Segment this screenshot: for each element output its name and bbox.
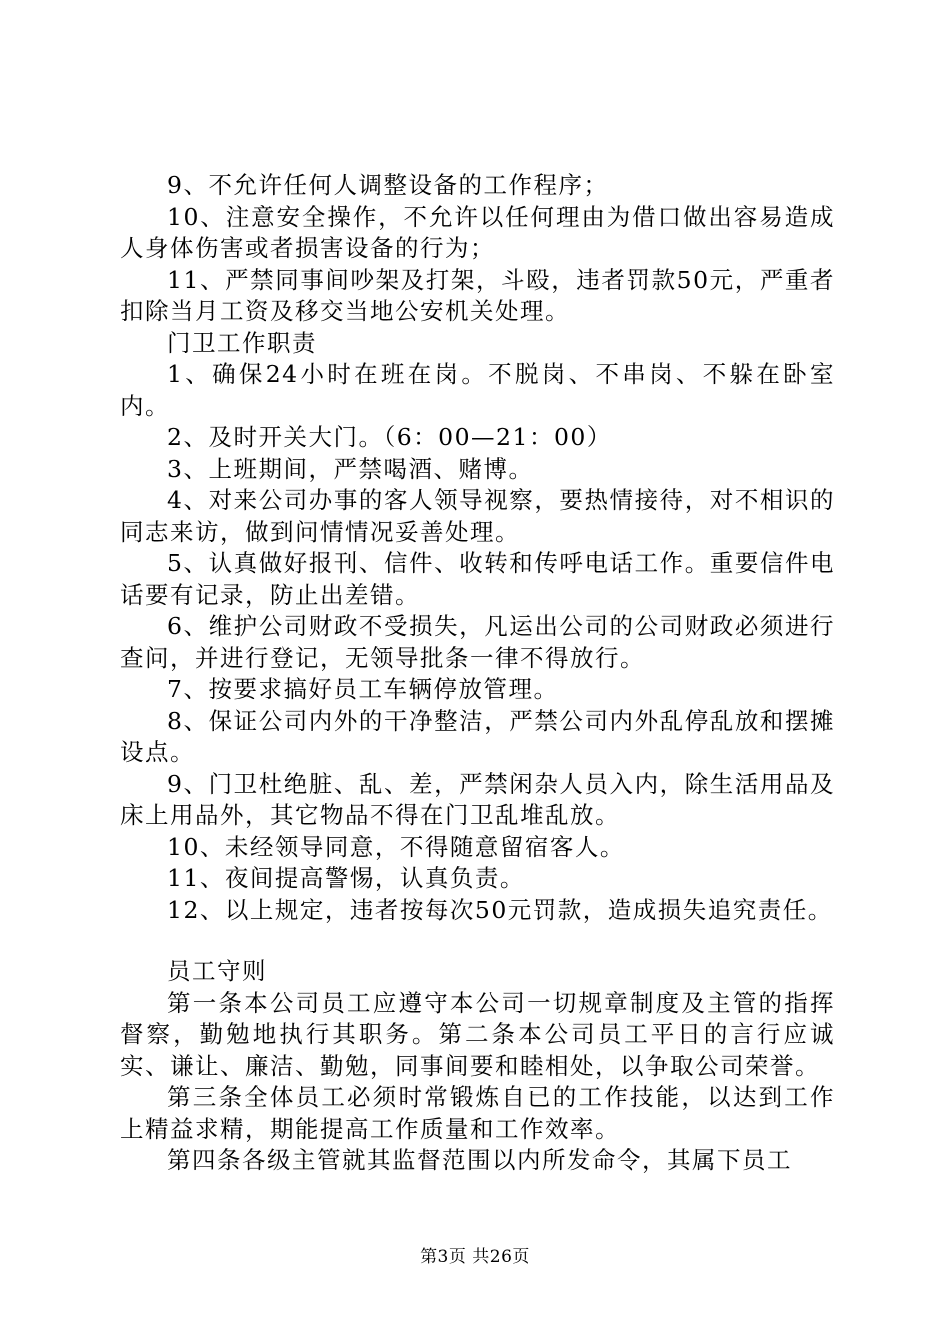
section-heading-gatekeeper: 门卫工作职责 — [167, 328, 317, 357]
paragraph: 10、注意安全操作，不允许以任何理由为借口做出容易造成人身体伤害或者损害设备的行为； — [120, 202, 835, 262]
paragraph: 第四条各级主管就其监督范围以内所发命令，其属下员工 — [167, 1146, 792, 1174]
document-body — [120, 170, 835, 1177]
paragraph: 9、门卫杜绝脏、乱、差，严禁闲杂人员入内，除生活用品及床上用品外，其它物品不得在门卫乱堆乱放。 — [120, 769, 835, 829]
paragraph: 1、确保24小时在班在岗。不脱岗、不串岗、不躲在卧室内。 — [120, 360, 835, 420]
paragraph: 8、保证公司内外的干净整洁，严禁公司内外乱停乱放和摆摊设点。 — [120, 706, 835, 766]
paragraph: 11、严禁同事间吵架及打架，斗殴，违者罚款50元，严重者扣除当月工资及移交当地公安机关处理。 — [120, 265, 835, 325]
page-number-footer: 第3页 共26页 — [420, 1247, 530, 1267]
paragraph: 12、以上规定，违者按每次50元罚款，造成损失追究责任。 — [167, 895, 833, 924]
paragraph: 3、上班期间，严禁喝酒、赌博。 — [167, 454, 534, 483]
section-gap — [120, 926, 835, 956]
section-heading-employee-rules: 员工守则 — [167, 957, 267, 985]
paragraph: 2、及时开关大门。（6：00—21：00） — [167, 423, 612, 451]
paragraph: 9、不允许任何人调整设备的工作程序； — [167, 171, 609, 199]
paragraph: 4、对来公司办事的客人领导视察，要热情接待，对不相识的同志来访，做到问情情况妥善处理。 — [120, 486, 835, 546]
paragraph: 6、维护公司财政不受损失，凡运出公司的公司财政必须进行查问，并进行登记，无领导批条一律不得放行。 — [120, 612, 835, 672]
paragraph: 第一条本公司员工应遵守本公司一切规章制度及主管的指挥督察，勤勉地执行其职务。第二条本公司员工平日的言行应诚实、谦让、廉洁、勤勉，同事间要和睦相处，以争取公司荣誉。 — [120, 988, 835, 1080]
paragraph: 5、认真做好报刊、信件、收转和传呼电话工作。重要信件电话要有记录，防止出差错。 — [120, 549, 835, 609]
paragraph: 11、夜间提高警惕，认真负责。 — [167, 864, 525, 892]
paragraph: 第三条全体员工必须时常锻炼自已的工作技能，以达到工作上精益求精，期能提高工作质量和工作效率。 — [120, 1083, 835, 1143]
paragraph: 10、未经领导同意，不得随意留宿客人。 — [167, 832, 625, 861]
paragraph: 7、按要求搞好员工车辆停放管理。 — [167, 675, 559, 703]
